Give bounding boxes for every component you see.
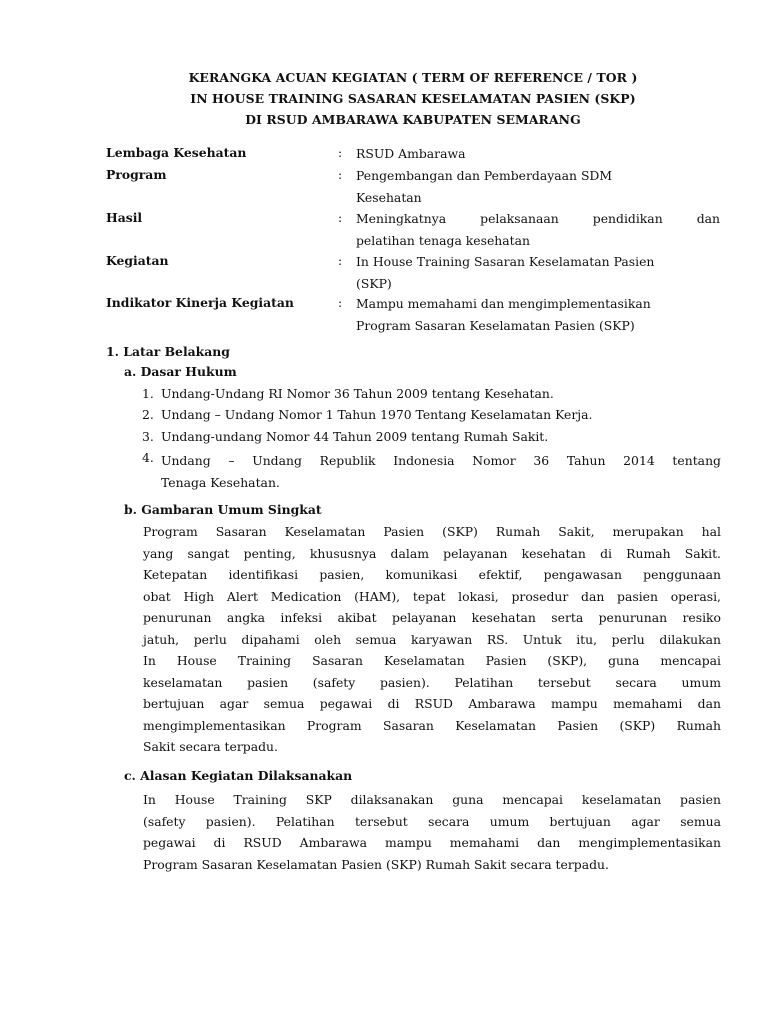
info-label: Hasil <box>106 210 143 225</box>
info-label: Lembaga Kesehatan <box>106 145 247 160</box>
info-colon: : <box>338 210 343 225</box>
info-colon: : <box>338 253 343 268</box>
info-value: Meningkatnya pelaksanaan pendidikan dan pelatihan tenaga kesehatan <box>356 211 720 248</box>
alasan-paragraph: In House Training SKP dilaksanakan guna mencapai keselamatan pasien (safety pasien). Pelatihan tersebut secara umum bertujuan agar semua pegawai di RSUD Ambarawa mampu memahami dan mengimplementasikan Program Sasaran Keselamatan Pasien (SKP) Rumah Sakit secara terpadu. <box>143 792 721 872</box>
subsection-a-heading: a. Dasar Hukum <box>124 364 237 379</box>
info-value: Pengembangan dan Pemberdayaan SDM Kesehatan <box>356 168 613 205</box>
info-colon: : <box>338 295 343 310</box>
list-item: Undang-Undang RI Nomor 36 Tahun 2009 tentang Kesehatan. <box>161 386 554 401</box>
info-label: Program <box>106 167 167 182</box>
info-label: Kegiatan <box>106 253 169 268</box>
gambaran-paragraph: Program Sasaran Keselamatan Pasien (SKP) Rumah Sakit, merupakan hal yang sangat penting, khususnya dalam pelayanan kesehatan di Rumah Sakit. Ketepatan identifikasi pasien, komunikasi efektif, pengawasan penggunaan obat High Alert Medication (HAM), tepat lokasi, prosedur dan pasien operasi, penurunan angka infeksi akibat pelayanan kesehatan serta penurunan resiko jatuh, perlu dipahami oleh semua karyawan RS. Untuk itu, perlu dilakukan In House Training Sasaran Keselamatan Pasien (SKP), guna mencapai keselamatan pasien (safety pasien). Pelatihan tersebut secara umum bertujuan agar semua pegawai di RSUD Ambarawa mampu memahami dan mengimplementasikan Program Sasaran Keselamatan Pasien (SKP) Rumah Sakit secara terpadu. <box>143 524 721 754</box>
section-1-heading: 1. Latar Belakang <box>106 344 230 359</box>
list-item-number: 2. <box>142 407 154 422</box>
doc-title-line-3: DI RSUD AMBARAWA KABUPATEN SEMARANG <box>245 112 581 127</box>
info-label: Indikator Kinerja Kegiatan <box>106 295 294 310</box>
info-colon: : <box>338 167 343 182</box>
list-item: Undang – Undang Nomor 1 Tahun 1970 Tentang Keselamatan Kerja. <box>161 407 593 422</box>
doc-title-line-2: IN HOUSE TRAINING SASARAN KESELAMATAN PASIEN (SKP) <box>190 91 636 106</box>
info-value: In House Training Sasaran Keselamatan Pasien (SKP) <box>356 254 655 291</box>
doc-title-line-1: KERANGKA ACUAN KEGIATAN ( TERM OF REFERENCE / TOR ) <box>188 70 638 85</box>
list-item: Undang-undang Nomor 44 Tahun 2009 tentang Rumah Sakit. <box>161 429 549 444</box>
subsection-c-heading: c. Alasan Kegiatan Dilaksanakan <box>124 768 353 783</box>
info-value: RSUD Ambarawa <box>356 146 466 161</box>
info-colon: : <box>338 145 343 160</box>
list-item-number: 4. <box>142 450 154 465</box>
info-value: Mampu memahami dan mengimplementasikan Program Sasaran Keselamatan Pasien (SKP) <box>356 296 651 333</box>
list-item-number: 1. <box>142 386 154 401</box>
subsection-b-heading: b. Gambaran Umum Singkat <box>124 502 322 517</box>
list-item-number: 3. <box>142 429 154 444</box>
list-item: Undang – Undang Republik Indonesia Nomor 36 Tahun 2014 tentang Tenaga Kesehatan. <box>161 453 721 490</box>
